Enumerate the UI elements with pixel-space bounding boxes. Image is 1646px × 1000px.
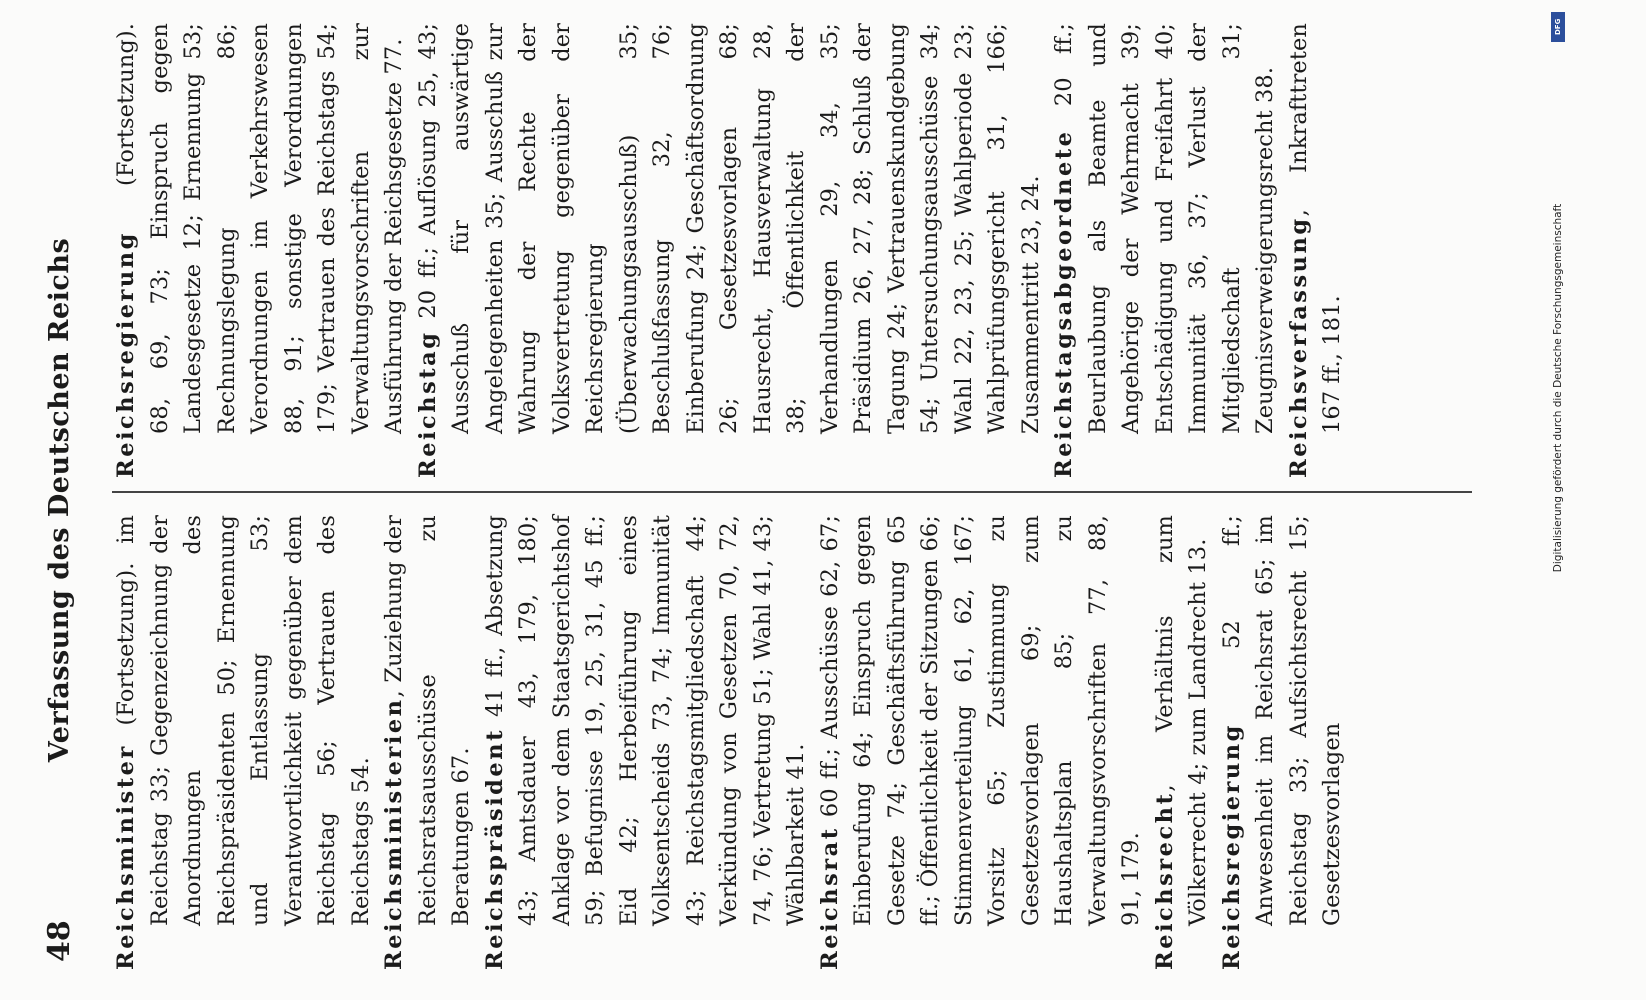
column-rule bbox=[112, 492, 1472, 494]
index-entry-text: 60 ff.; Ausschüsse 62, 67; Einberufung 64; Einspruch gegen Gesetze 74; Geschäftsführung 65 ff.; Öffentlichkeit der Sitzungen 66; Stimmenverteilung 61, 62, 167; Vorsitz 65; Zustimmung zu Gesetzesvorlagen 69; zum Haushaltsplan 85; zu Verwaltungsvorschriften 77, 88, 91, 179. bbox=[816, 515, 1144, 926]
index-entry bbox=[110, 515, 378, 970]
index-headword: Reichstag bbox=[414, 330, 441, 478]
page-number: 48 bbox=[42, 920, 77, 962]
index-headword: Reichsregierung bbox=[113, 231, 139, 478]
index-headword: Reichsrat bbox=[816, 826, 843, 970]
digitization-credit bbox=[1548, 6, 1568, 1000]
index-headword: Reichsminister bbox=[113, 744, 139, 970]
index-entry bbox=[1048, 23, 1283, 478]
index-entry bbox=[479, 515, 814, 970]
index-headword: Reichsregierung bbox=[1218, 723, 1245, 970]
index-headword: Reichsministerien bbox=[381, 697, 407, 970]
index-entry-text: (Fortsetzung). 68, 69, 73; Einspruch gegen Landesgesetze 12; Ernennung 53; Rechnungslegung 86; Verordnungen im Verkehrswesen 88, 91; sonstige Verordnungen 179; Vertrauen des Reichstags 54; Verwaltungsvorschriften zur Ausführung der Reichsgesetze 77. bbox=[113, 23, 407, 434]
index-entry-text: 20 ff.; Auflösung 25, 43; Ausschuß für auswärtige Angelegenheiten 35; Ausschuß zur Wahrung der Rechte der Volksvertretung gegenüber der Reichsregierung (Überwachungsausschuß) 35; Beschlußfassung 32, 76; Einberufung 24; Geschäftsordnung 26; Gesetzesvorlagen 68; Hausrecht, Hausverwaltung 28, 38; Öffentlichkeit der Verhandlungen 29, 34, 35; Präsidium 26, 27, 28; Schluß der Tagung 24; Vertrauenskundgebung 54; Untersuchungsausschüsse 34; Wahl 22, 23, 25; Wahlperiode 23; Wahlprüfungsgericht 31, 166; Zusammentritt 23, 24. bbox=[414, 23, 1044, 434]
index-entry bbox=[378, 515, 479, 970]
dfg-logo: DFG bbox=[1551, 12, 1565, 42]
index-entry bbox=[1149, 515, 1216, 970]
index-entry-text: 52 ff.; Anwesenheit im Reichsrat 65; im Reichstag 33; Aufsichtsrecht 15; Gesetzesvorlagen bbox=[1218, 515, 1345, 926]
index-headword: Reichspräsident bbox=[481, 728, 508, 970]
running-title: Verfassung des Deutschen Reichs bbox=[44, 237, 75, 763]
index-entry bbox=[110, 23, 412, 478]
index-entry-text: , Inkrafttreten 167 ff., 181. bbox=[1285, 23, 1345, 434]
left-column bbox=[110, 515, 1350, 970]
digitization-credit-text: Digitalisierung gefördert durch die Deutsche Forschungsgemeinschaft bbox=[1552, 203, 1564, 573]
index-entry-text: 41 ff., Absetzung 43; Amtsdauer 43, 179, 180; Anklage vor dem Staatsgerichtshof 59; Befugnisse 19, 25, 31, 45 ff.; Eid 42; Herbeiführung eines Volksentscheids 73, 74; Immunität 43; Reichstagsmitgliedschaft 44; Verkündung von Gesetzen 70, 72, 74, 76; Vertretung 51; Wahl 41, 43; Wählbarkeit 41. bbox=[481, 515, 809, 926]
right-column bbox=[110, 23, 1350, 478]
index-entry-text: (Fortsetzung). im Reichstag 33; Gegenzeichnung der Anordnungen des Reichspräsidenten 50; Ernennung und Entlassung 53; Verantwortlichkeit gegenüber dem Reichstag 56; Vertrauen des Reichstags 54. bbox=[113, 515, 374, 926]
index-headword: Reichstagsabgeordnete bbox=[1051, 129, 1077, 478]
index-entry-text: , Verhältnis zum Völkerrecht 4; zum Landrecht 13. bbox=[1151, 515, 1211, 926]
index-headword: Reichsverfassung bbox=[1285, 216, 1312, 478]
index-entry-text: , Zuziehung der Reichsratsausschüsse zu Beratungen 67. bbox=[381, 515, 474, 926]
index-headword: Reichsrecht bbox=[1151, 791, 1178, 970]
index-entry bbox=[1283, 23, 1350, 478]
index-entry bbox=[1216, 515, 1350, 970]
index-entry-text: 20 ff.; Beurlaubung als Beamte und Angehörige der Wehrmacht 39; Entschädigung und Freifahrt 40; Immunität 36, 37; Verlust der Mitgliedschaft 31; Zeugnisverweigerungsrecht 38. bbox=[1051, 23, 1278, 434]
index-entry bbox=[814, 515, 1149, 970]
index-entry bbox=[412, 23, 1049, 478]
